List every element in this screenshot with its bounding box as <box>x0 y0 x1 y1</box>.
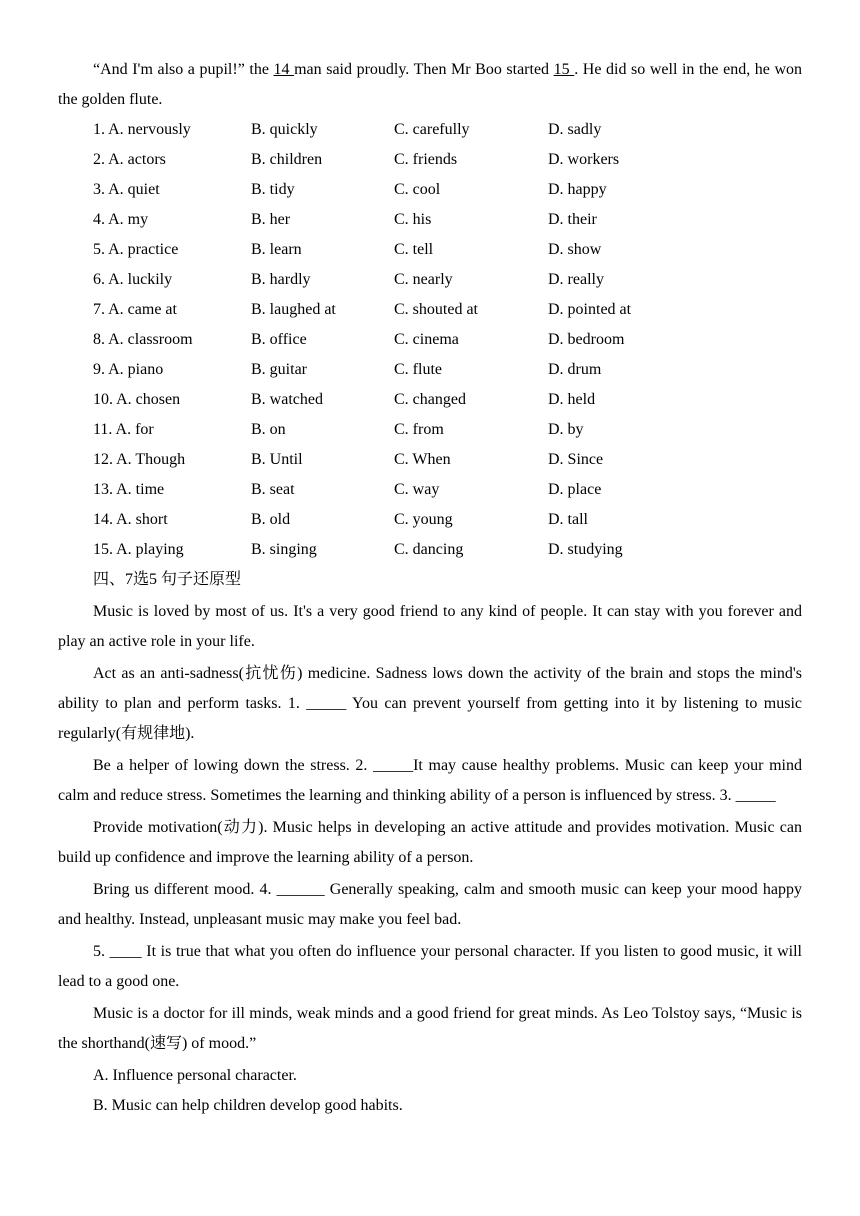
option-c: C. young <box>394 511 453 528</box>
option-a: 2. A. actors <box>93 151 166 168</box>
option-b: B. singing <box>251 541 317 558</box>
option-c: C. cinema <box>394 331 459 348</box>
option-d: D. pointed at <box>548 301 632 318</box>
option-c: C. way <box>394 481 440 498</box>
option-a: 14. A. short <box>93 511 168 528</box>
option-a: 7. A. came at <box>93 301 177 318</box>
option-a: 9. A. piano <box>93 361 164 378</box>
option-c: C. dancing <box>394 541 464 558</box>
option-d: D. tall <box>548 511 588 528</box>
option-b: B. old <box>251 511 291 528</box>
option-d: D. held <box>548 391 596 408</box>
option-b: B. quickly <box>251 121 318 138</box>
option-a: 12. A. Though <box>93 451 186 468</box>
option-c: C. tell <box>394 241 434 258</box>
option-b: B. children <box>251 151 323 168</box>
option-b: B. learn <box>251 241 302 258</box>
option-c: C. flute <box>394 361 442 378</box>
option-b: B. tidy <box>251 181 295 198</box>
question-11-options <box>93 415 708 445</box>
option-a: 1. A. nervously <box>93 121 191 138</box>
intro-paragraph <box>58 55 802 115</box>
option-a: 11. A. for <box>93 421 154 438</box>
question-15-options <box>93 535 708 565</box>
option-a: 3. A. quiet <box>93 181 160 198</box>
passage-paragraph-2: Act as an anti-sadness(抗忧伤) medicine. Sadness lows down the activity of the brain and stops the mind's ability to plan and perform tasks. 1. _____ You can prevent yourself from getting into it by listening to music regularly(有规律地). <box>58 665 802 742</box>
question-1-options <box>93 115 708 145</box>
passage-paragraph-3: Be a helper of lowing down the stress. 2. _____It may cause healthy problems. Music can keep your mind calm and reduce stress. Sometimes the learning and thinking ability of a person is influenced by stress. 3. _____ <box>58 757 802 804</box>
option-d: D. Since <box>548 451 604 468</box>
option-a: 10. A. chosen <box>93 391 181 408</box>
option-d: D. drum <box>548 361 602 378</box>
option-b: B. seat <box>251 481 295 498</box>
option-d: D. their <box>548 211 597 228</box>
section-4-heading: 四、7选5 句子还原型 <box>93 571 242 588</box>
option-a: 6. A. luckily <box>93 271 173 288</box>
option-c: C. cool <box>394 181 441 198</box>
option-c: C. his <box>394 211 432 228</box>
question-2-options <box>93 145 708 175</box>
question-10-options <box>93 385 708 415</box>
option-b: B. on <box>251 421 286 438</box>
option-d: D. really <box>548 271 604 288</box>
blank-14: 14 <box>273 61 295 78</box>
question-6-options <box>93 265 708 295</box>
passage-paragraph-4: Provide motivation(动力). Music helps in developing an active attitude and provides motivation. Music can build up confidence and improve the learning ability of a person. <box>58 819 802 866</box>
question-9-options <box>93 355 708 385</box>
choice-b: B. Music can help children develop good habits. <box>93 1097 403 1114</box>
passage-paragraph-6: 5. ____ It is true that what you often do influence your personal character. If you listen to good music, it will lead to a good one. <box>58 943 802 990</box>
option-c: C. shouted at <box>394 301 478 318</box>
option-d: D. happy <box>548 181 607 198</box>
option-d: D. studying <box>548 541 623 558</box>
option-a: 5. A. practice <box>93 241 179 258</box>
option-b: B. guitar <box>251 361 307 378</box>
option-d: D. bedroom <box>548 331 625 348</box>
question-12-options <box>93 445 708 475</box>
option-c: C. nearly <box>394 271 453 288</box>
option-b: B. office <box>251 331 307 348</box>
option-c: C. from <box>394 421 444 438</box>
document-page <box>58 55 802 1121</box>
passage-paragraph-1: Music is loved by most of us. It's a very good friend to any kind of people. It can stay with you forever and play an active role in your life. <box>58 603 802 650</box>
intro-text-3: . He did so well in the end, he won the golden flute. <box>58 61 803 108</box>
question-3-options <box>93 175 708 205</box>
passage-paragraph-7: Music is a doctor for ill minds, weak minds and a good friend for great minds. As Leo Tolstoy says, “Music is the shorthand(速写) of mood.” <box>58 1005 802 1052</box>
option-c: C. friends <box>394 151 458 168</box>
option-d: D. show <box>548 241 602 258</box>
blank-15: 15 <box>553 61 575 78</box>
choice-a: A. Influence personal character. <box>93 1067 297 1084</box>
intro-text-1: “And I'm also a pupil!” the <box>93 61 274 78</box>
option-a: 8. A. classroom <box>93 331 193 348</box>
option-d: D. sadly <box>548 121 602 138</box>
option-c: C. changed <box>394 391 466 408</box>
question-5-options <box>93 235 708 265</box>
option-b: B. Until <box>251 451 303 468</box>
passage-paragraph-5: Bring us different mood. 4. ______ Generally speaking, calm and smooth music can keep your mood happy and healthy. Instead, unpleasant music may make you feel bad. <box>58 881 802 928</box>
option-b: B. laughed at <box>251 301 336 318</box>
option-b: B. hardly <box>251 271 311 288</box>
question-7-options <box>93 295 708 325</box>
question-13-options <box>93 475 708 505</box>
option-b: B. watched <box>251 391 323 408</box>
question-4-options <box>93 205 708 235</box>
option-a: 15. A. playing <box>93 541 184 558</box>
option-b: B. her <box>251 211 291 228</box>
question-8-options <box>93 325 708 355</box>
option-d: D. place <box>548 481 602 498</box>
question-14-options <box>93 505 708 535</box>
intro-text-2: man said proudly. Then Mr Boo started <box>294 61 554 78</box>
option-a: 13. A. time <box>93 481 165 498</box>
option-c: C. When <box>394 451 451 468</box>
option-d: D. by <box>548 421 584 438</box>
option-d: D. workers <box>548 151 620 168</box>
options-table <box>93 115 708 565</box>
option-c: C. carefully <box>394 121 470 138</box>
option-a: 4. A. my <box>93 211 149 228</box>
